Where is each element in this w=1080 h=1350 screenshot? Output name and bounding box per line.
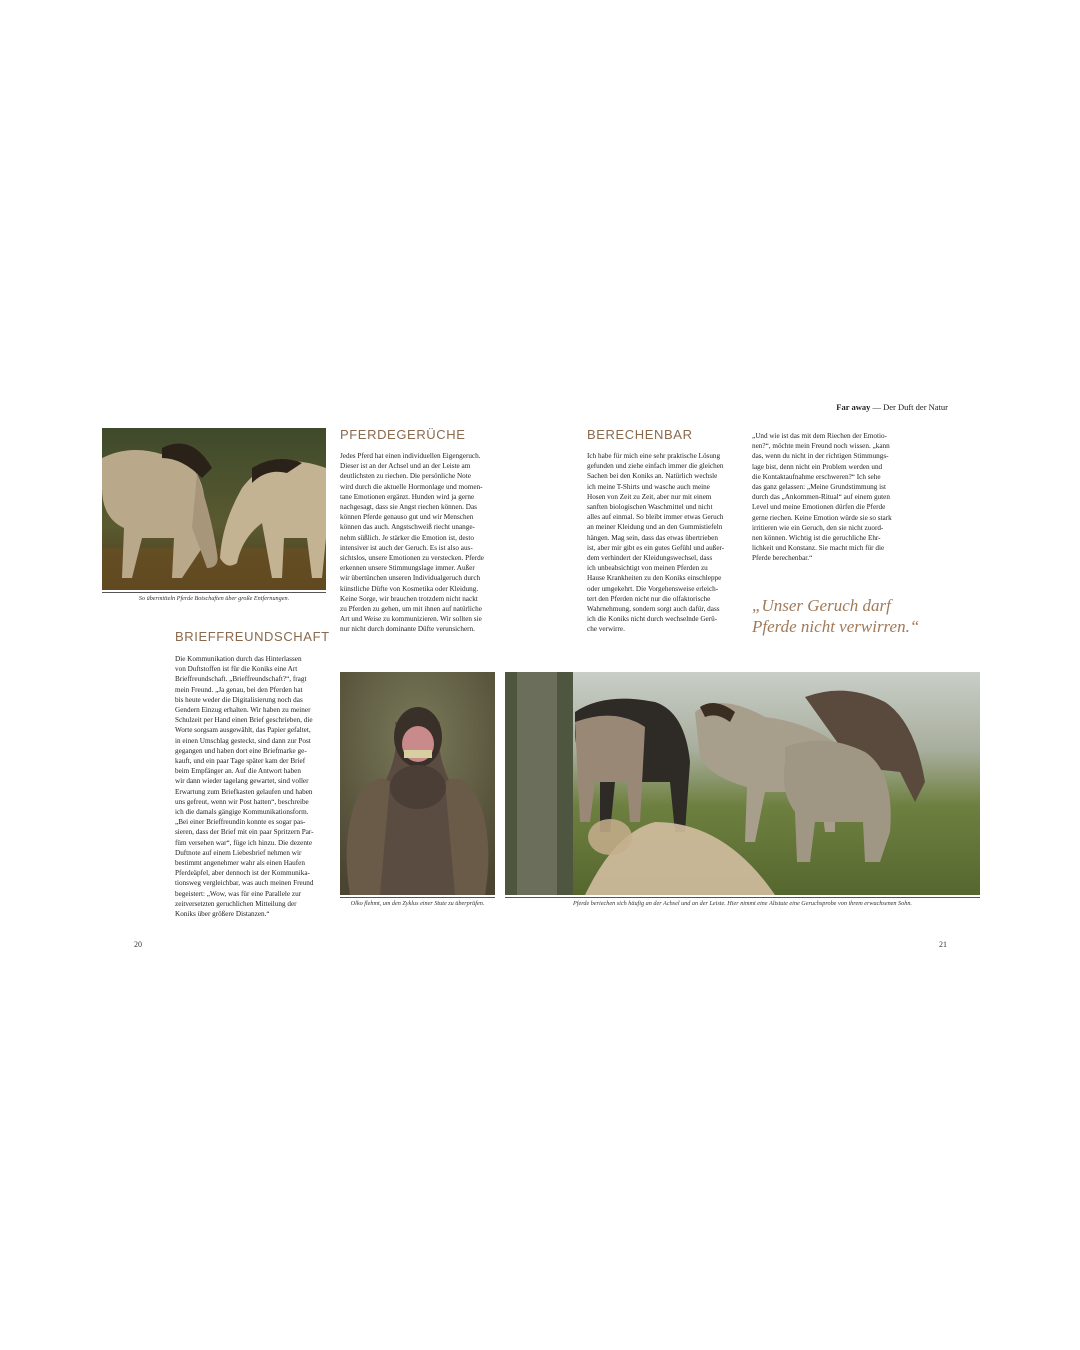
photo-horse-flehmen bbox=[340, 672, 495, 895]
page-number-right: 21 bbox=[939, 940, 947, 949]
heading-brieffreundschaft: BRIEFFREUNDSCHAFT bbox=[175, 629, 330, 644]
caption-rule bbox=[505, 897, 980, 898]
body-berechenbar: Ich habe für mich eine sehr praktische Lösung gefunden und ziehe einfach immer die gleichen Sachen bei den Koniks an. Natürlich wechsle ich meine T-Shirts und wasche auch meine Hosen von Zeit zu Zeit, aber nur mit einem sanften biologischen Waschmittel und nicht alles auf einmal. So bleibt immer etwas Geruch an meiner Kleidung und an den Gummistiefeln hängen. Mag sein, dass das etwas übertrieben ist, aber mir gibt es ein gutes Gefühl und außer- dem verhindert der Kleidungswechsel, dass ich unbeabsichtigt von meinen Pferden zu Hause Krankheiten zu den Koniks einschleppe oder umgekehrt. Die Vorgehensweise erleich- tert den Pferden nicht nur die olfaktorische Wahrnehmung, sondern sorgt auch dafür, dass ich die Koniks nicht durch wechselnde Gerü- che verwirre. bbox=[587, 452, 725, 634]
body-brieffreundschaft: Die Kommunikation durch das Hinterlassen von Duftstoffen ist für die Koniks eine Art Brieffreundschaft. „Brieffreundschaft?“, fragt mein Freund. „Ja genau, bei den Pferden hat bis heute weder die Digitalisierung noch das Gendern Einzug erhalten. Wir haben zu meiner Schulzeit per Hand einen Brief geschrieben, die Worte sorgsam ausgewählt, das Papier gefaltet, in einen Umschlag gesteckt, sind dann zur Post gegangen und haben dort eine Briefmarke ge- kauft, und ein paar Tage später kam der Brief beim Empfänger an. Auf die Antwort haben wir dann wieder tagelang gewartet, sind voller Erwartung zum Briefkasten gelaufen und haben uns gefreut, wenn wir Post hatten“, beschreibe ich die damals gängige Kommunikationsform. „Bei einer Brieffreundin konnte es sogar pas- sieren, dass der Brief mit ein paar Spritzern Par- füm versehen war“, füge ich hinzu. Die dezente Duftnote auf einem Liebesbrief nehmen wir bestimmt angenehmer wahr als einen Haufen Pferdeäpfel, aber dennoch ist der Kommunika- tionsweg vergleichbar, was auch meinen Freund begeistert: „Wow, was für eine Parallele zur zeitversetzten geruchlichen Mitteilung der Koniks über größere Distanzen.“ bbox=[175, 655, 314, 919]
running-head-separator: — bbox=[872, 402, 881, 412]
caption-rule bbox=[340, 897, 495, 898]
photo-caption: Olko flehmt, um den Zyklus einer Stute zu überprüfen. bbox=[350, 900, 485, 907]
photo-horses-grazing bbox=[102, 428, 326, 590]
running-head bbox=[836, 402, 948, 412]
body-berechenbar-continued: „Und wie ist das mit dem Riechen der Emotio- nen?“, möchte mein Freund noch wissen. „kann das, wenn du nicht in der richtigen Stimmungs- lage bist, denn nicht ein Problem werden und die Kontaktaufnahme erschweren?“ Ich sehe das ganz gelassen: „Meine Grundstimmung ist durch das „Ankommen-Ritual“ auf einem guten Level und meine Emotionen dürfen die Pferde gerne riechen. Keine Emotion würde sie so stark irritieren wie ein Geruch, den sie nicht zuord- nen können. Wichtig ist die geruchliche Ehr- lichkeit und Konstanz. Sie macht mich für die Pferde berechenbar.“ bbox=[752, 432, 892, 563]
page-number-left: 20 bbox=[134, 940, 142, 949]
photo-horse-herd bbox=[505, 672, 980, 895]
photo-caption: So übermitteln Pferde Botschaften über große Entfernungen. bbox=[138, 595, 290, 602]
pull-quote: „Unser Geruch darf Pferde nicht verwirren.“ bbox=[752, 596, 920, 636]
book-title: Far away bbox=[836, 402, 871, 412]
heading-pferdegerueche: PFERDEGERÜCHE bbox=[340, 427, 466, 442]
photo-caption: Pferde beriechen sich häufig an der Achsel und an der Leiste. Hier nimmt eine Altstute eine Geruchsprobe von ihrem erwachsenen Sohn. bbox=[573, 900, 912, 907]
caption-rule bbox=[102, 592, 326, 593]
body-pferdegerueche: Jedes Pferd hat einen individuellen Eigengeruch. Dieser ist an der Achsel und an der Leiste am deutlichsten zu riechen. Die persönliche Note wird durch die aktuelle Hormonlage und momen- tane Emotionen ergänzt. Hunden wird ja gerne nachgesagt, dass sie Angst riechen können. Das können Pferde genauso gut und wir Menschen können das auch. Angstschweiß riecht unange- nehm süßlich. Je stärker die Emotion ist, desto intensiver ist auch der Geruch. Es ist also aus- sichtslos, unsere Emotionen zu verstecken. Pferde erkennen unsere Stimmungslage immer. Außer wir übertünchen unseren Individualgeruch durch künstliche Düfte von Kosmetika oder Kleidung. Keine Sorge, wir brauchen trotzdem nicht nackt zu Pferden zu gehen, um mit ihnen auf natürliche Art und Weise zu kommunizieren. Wir sollten sie nur nicht durch dominante Düfte verunsichern. bbox=[340, 452, 484, 634]
chapter-title: Der Duft der Natur bbox=[883, 402, 948, 412]
heading-berechenbar: BERECHENBAR bbox=[587, 427, 693, 442]
